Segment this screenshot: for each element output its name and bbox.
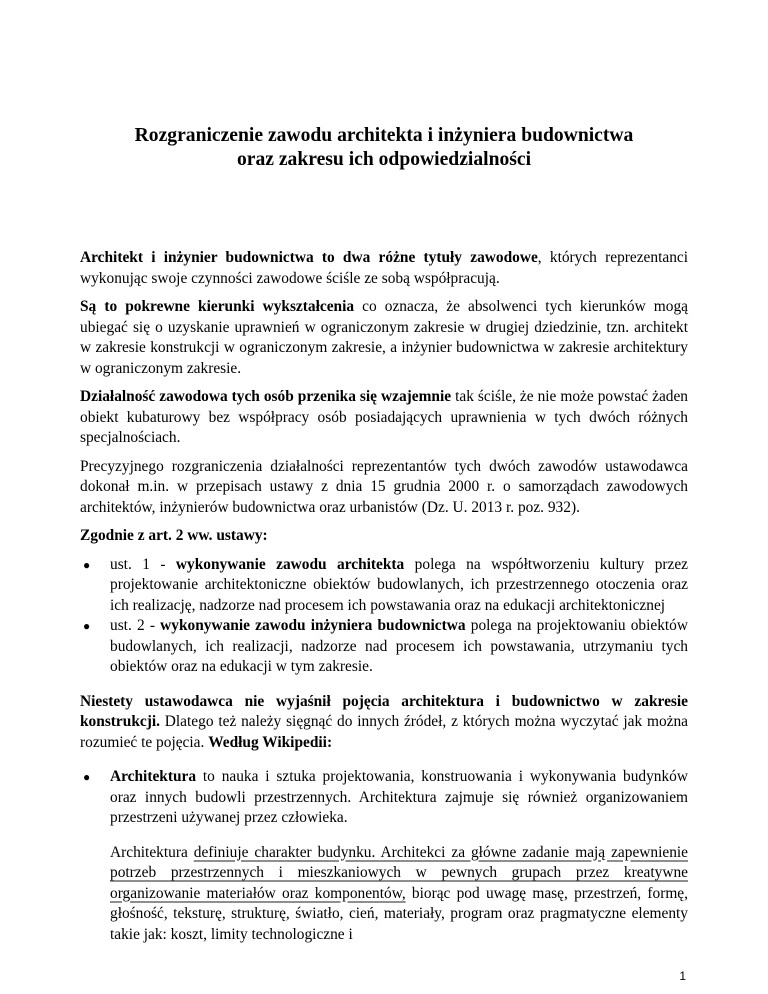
paragraph-6 xyxy=(80,692,688,754)
paragraph-3-text: tak ściśle, że nie może powstać żaden obiekt kubaturowy bez współpracy osób posiadających uprawnienia w tych dwóch różnych specjalnościach. xyxy=(80,388,689,446)
page-number: 1 xyxy=(679,969,686,983)
wiki-item-text: to nauka i sztuka projektowania, konstruowania i wykonywania budynków oraz innych budowli przestrzennych. Architektura zajmuje się również organizowaniem przestrzeni używanej przez człowieka. xyxy=(110,768,688,826)
law-item-1-text: polega na współtworzeniu kultury przez projektowanie architektoniczne obiektów budowlanych, ich przestrzennego otoczenia oraz ich realizację, nadzorze nad procesem ich powstawania oraz na edukacji architektonicznej xyxy=(110,555,689,614)
title-line-2: oraz zakresu ich odpowiedzialności xyxy=(236,149,532,170)
bullet-icon: ● xyxy=(83,557,91,572)
document-title xyxy=(80,124,688,172)
paragraph-1 xyxy=(80,248,688,289)
law-list xyxy=(80,555,688,678)
wiki-item-p2-rest: biorąc pod uwagę masę, przestrzeń, formę, głośność, teksturę, strukturę, światło, cień, materiały, program oraz pragmatyczne elementy takie jak: koszt, limity technologiczne i xyxy=(110,884,688,943)
wiki-item-paragraph-2 xyxy=(110,843,688,946)
paragraph-2-text: co oznacza, że absolwenci tych kierunków mogą ubiegać się o uzyskanie uprawnień w ograniczonym zakresie w drugiej dziedzinie, tzn. architekt w zakresie konstrukcji w ograniczonym zakresie, a inżynier budownictwa w zakresie architektury w ograniczonym zakresie. xyxy=(80,298,688,377)
wiki-item-paragraph-1 xyxy=(110,767,688,829)
bullet-icon: ● xyxy=(83,619,91,633)
law-item-1-prefix: ust. 1 - xyxy=(110,555,176,573)
paragraph-5-bold: Zgodnie z art. 2 ww. ustawy: xyxy=(80,527,268,544)
paragraph-5 xyxy=(80,526,688,547)
law-list-item-1 xyxy=(80,555,688,617)
paragraph-1-text: , których reprezentanci wykonując swoje czynności zawodowe ściśle ze sobą współpracują. xyxy=(80,249,688,287)
paragraph-3-bold: Działalność zawodowa tych osób przenika się wzajemnie xyxy=(80,388,452,405)
paragraph-6-bold-2: Według Wikipedii: xyxy=(208,733,333,751)
bullet-icon: ● xyxy=(83,770,91,784)
document-body xyxy=(80,248,688,959)
paragraph-6-bold-1: Niestety ustawodawca nie wyjaśnił pojęcia architektura i budownictwo w zakresie konstrukcji. xyxy=(80,692,688,730)
paragraph-3 xyxy=(80,387,688,449)
law-item-2-bold: wykonywanie zawodu inżyniera budownictwa xyxy=(160,617,466,634)
law-item-1-bold: wykonywanie zawodu architekta xyxy=(175,555,405,573)
wiki-item-p2-start: Architektura xyxy=(110,843,194,861)
wiki-item-bold: Architektura xyxy=(110,768,197,785)
paragraph-2-bold: Są to pokrewne kierunki wykształcenia xyxy=(80,298,355,315)
paragraph-1-bold: Architekt i inżynier budownictwa to dwa różne tytuły zawodowe xyxy=(80,249,538,266)
paragraph-2 xyxy=(80,297,688,379)
title-line-1: Rozgraniczenie zawodu architekta i inżyniera budownictwa xyxy=(134,125,634,146)
wiki-list xyxy=(80,767,688,945)
wiki-list-item-1 xyxy=(80,767,688,945)
law-item-2-prefix: ust. 2 - xyxy=(110,617,161,634)
wiki-item-p2-underlined: definiuje charakter budynku. Architekci za główne zadanie mają zapewnienie potrzeb przestrzennych i mieszkaniowych w pewnych grupach przez kreatywne organizowanie materiałów oraz komponentów, xyxy=(110,843,689,902)
law-list-item-2 xyxy=(80,616,688,678)
law-item-2-text: polega na projektowaniu obiektów budowlanych, ich realizacji, nadzorze nad procesem ich powstawania, utrzymaniu tych obiektów oraz na edukacji w tym zakresie. xyxy=(110,617,688,675)
paragraph-4: Precyzyjnego rozgraniczenia działalności reprezentantów tych dwóch zawodów ustawodawca dokonał m.in. w przepisach ustawy z dnia 15 grudnia 2000 r. o samorządach zawodowych architektów, inżynierów budownictwa oraz urbanistów (Dz. U. 2013 r. poz. 932). xyxy=(80,457,688,516)
paragraph-6-text: Dlatego też należy sięgnąć do innych źródeł, z których można wyczytać jak można rozumieć te pojęcia. xyxy=(80,713,688,751)
